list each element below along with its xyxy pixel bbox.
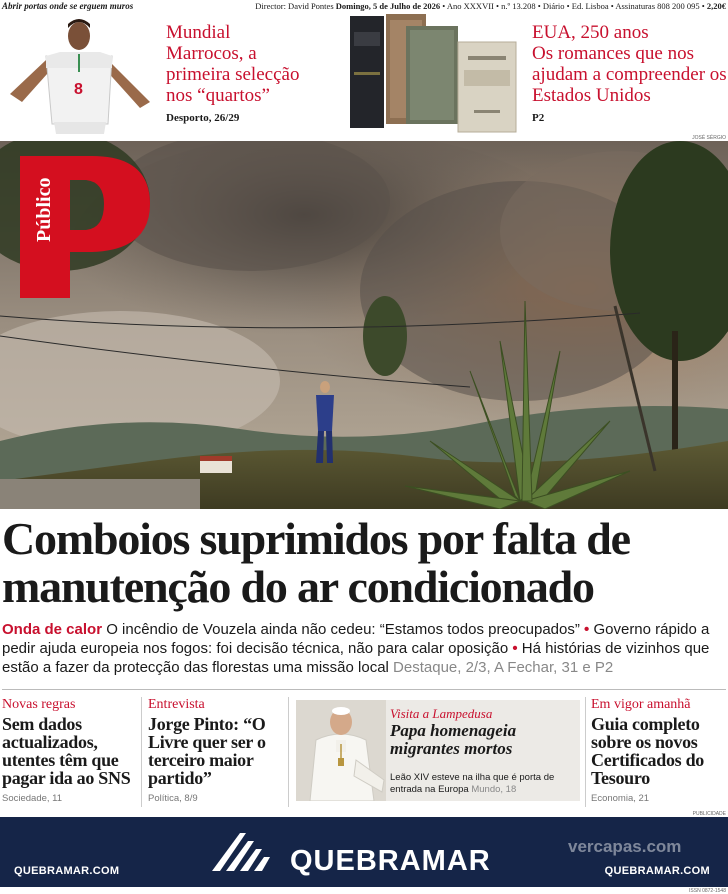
story-section: Política, 8/9 [148,793,198,804]
ad-url-left[interactable]: QUEBRAMAR.COM [14,865,120,877]
masthead-info: Director: David Pontes Domingo, 5 de Julho de 2026 • Ano XXXVII • n.º 13.208 • Diário • Ed. Lisboa • Assinaturas 808 200 095 • 2,20€ [255,1,726,11]
player-number: 8 [74,81,83,98]
teaser-books-image[interactable] [340,12,525,134]
lead-refs: Destaque, 2/3, A Fechar, 31 e P2 [393,659,614,676]
photo-credit: JOSÉ SÉRGIO [692,135,726,141]
lead-text-3: Há histórias de vizinhos que estão a fazer da protecção das florestas uma missão local [2,640,710,676]
column-divider [288,697,289,807]
bullet-separator: • [584,621,590,638]
ad-label: PUBLICIDADE [692,811,726,817]
books-image [340,12,525,134]
lead-text-2: Governo rápido a pedir ajuda europeia nos fogos: foi decisão técnica, não para calar oposição [2,621,710,657]
football-player-image [0,12,160,134]
feature-lampedusa[interactable] [296,700,580,801]
teaser-eua-text [532,22,728,124]
watermark: vercapas.com [568,837,682,856]
story-headline: Sem dados actualizados, utentes têm que pagar ida ao SNS [2,714,131,788]
main-headline[interactable]: Comboios suprimidos por falta de manutenção do ar condicionado [2,513,630,612]
price: 2,20€ [706,1,726,11]
ad-url-right[interactable]: QUEBRAMAR.COM [604,865,710,877]
teaser-ref: P2 [532,112,545,124]
lead-highlight: Onda de calor [2,621,103,638]
story-kicker: Novas regras [2,697,76,712]
lead-text-1: O incêndio de Vouzela ainda não cedeu: “Estamos todos preocupados” [102,621,585,638]
story-em-vigor[interactable] [591,697,726,804]
feature-body [390,772,576,796]
teaser-deck: Os romances que nos ajudam a compreender os Estados Unidos [532,43,727,106]
issn-credit: ISSN 0872-1548 [689,888,726,894]
feature-text: Leão XIV esteve na ilha que é porta de entrada na Europa [390,772,555,795]
quebramar-logo-icon [210,831,272,873]
feature-kicker: Visita a Lampedusa [390,706,493,721]
story-entrevista[interactable] [148,697,283,804]
pope-image [296,700,386,801]
bullet-separator: • [512,640,518,657]
column-divider [141,697,142,807]
divider [2,689,726,690]
story-kicker: Entrevista [148,697,205,712]
feature-ref: Mundo, 18 [471,784,517,795]
logo-word: Público [33,177,55,242]
feature-headline: Papa homenageia migrantes mortos [390,721,517,758]
issue-info: Ano XXXVII • n.º 13.208 • Diário • Ed. Lisboa • Assinaturas 808 200 095 • [446,1,705,11]
teaser-kicker: EUA, 250 anos [532,22,649,43]
ad-brand[interactable]: QUEBRAMAR [290,845,491,877]
advertisement-banner[interactable] [0,817,728,887]
issue-date: Domingo, 5 de Julho de 2026 [335,1,441,11]
story-novas-regras[interactable] [2,697,137,804]
teaser-eua[interactable] [532,12,728,134]
story-section: Economia, 21 [591,793,650,804]
publico-logo[interactable] [12,152,152,302]
teaser-mundial-text [166,22,324,124]
director: Director: David Pontes [255,1,334,11]
column-divider [585,697,586,807]
teaser-deck: Marrocos, a primeira selecção nos “quartos” [166,43,300,106]
story-section: Sociedade, 11 [2,793,63,804]
teaser-ref: Desporto, 26/29 [166,112,240,124]
logo-letter: P [12,152,13,153]
teaser-mundial[interactable] [0,12,325,134]
story-headline: Guia completo sobre os novos Certificados do Tesouro [591,714,704,788]
teaser-kicker: Mundial [166,22,231,43]
tagline: Abrir portas onde se erguem muros [2,1,134,11]
lead-summary [2,620,726,677]
story-headline: Jorge Pinto: “O Livre quer ser o terceiro maior partido” [148,714,266,788]
story-kicker: Em vigor amanhã [591,697,691,712]
